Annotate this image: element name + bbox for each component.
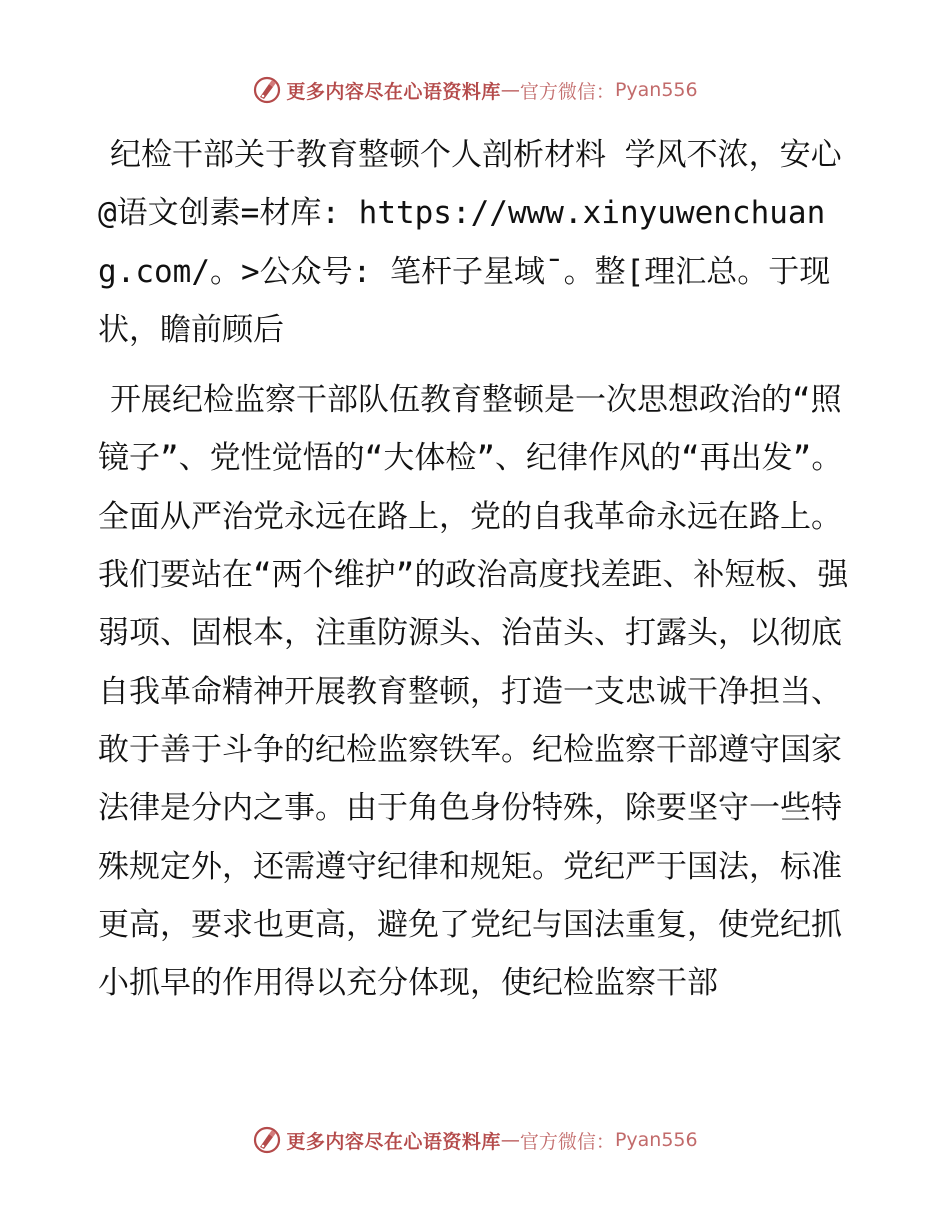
banner-wechat-id: Pyan556 [614,79,698,101]
banner-separator: — [500,1129,520,1151]
pen-nib-circle-logo-icon [252,75,282,105]
paragraph-1: 纪检干部关于教育整顿个人剖析材料 学风不浓，安心@语文创素=材库: https://www.xinyuwenchuang.com/。>公众号: 笔杆子星域¯。整[理汇总。于现状，瞻前顾后 [98,137,842,348]
paragraph-2: 开展纪检监察干部队伍教育整顿是一次思想政治的“照镜子”、党性觉悟的“大体检”、纪律作风的“再出发”。全面从严治党永远在路上，党的自我革命永远在路上。我们要站在“两个维护”的政治高度找差距、补短板、强弱项、固根本，注重防源头、治苗头、打露头，以彻底自我革命精神开展教育整顿，打造一支忠诚干净担当、敢于善于斗争的纪检监察铁军。纪检监察干部遵守国家法律是分内之事。由于角色身份特殊，除要坚守一些特殊规定外，还需遵守纪律和规矩。党纪严于国法，标准更高，要求也更高，避免了党纪与国法重复，使党纪抓小抓早的作用得以充分体现，使纪检监察干部 [98,382,849,1002]
banner-separator: — [500,79,520,101]
pen-nib-circle-logo-icon [252,1125,282,1155]
header-banner [0,70,950,110]
banner-wechat-label: 官方微信： [519,1130,615,1153]
banner-brand-text: 更多内容尽在心语资料库 [286,1130,501,1153]
banner-wechat-label: 官方微信： [519,80,615,103]
document-body [98,126,850,1012]
banner-brand-text: 更多内容尽在心语资料库 [286,80,501,103]
banner-wechat-id: Pyan556 [614,1129,698,1151]
footer-banner [0,1120,950,1160]
